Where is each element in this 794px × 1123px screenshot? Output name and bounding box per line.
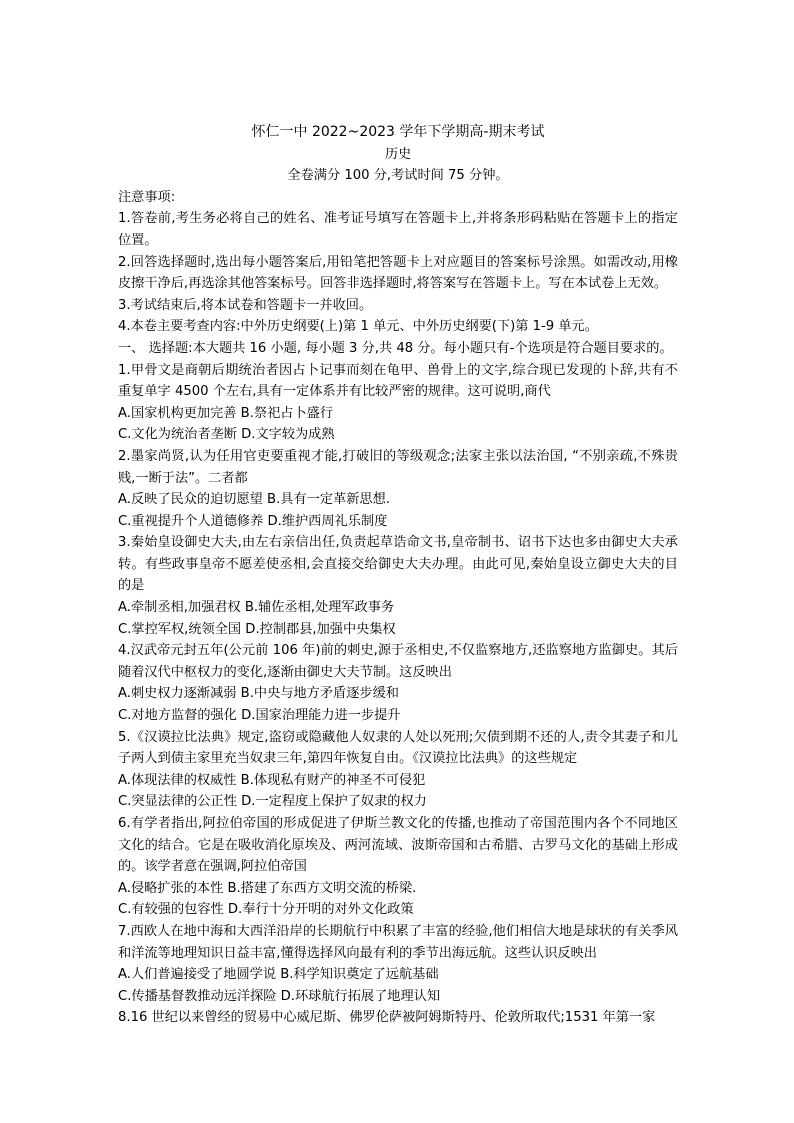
notes-item-3: 3.考试结束后,将本试卷和答题卡一并收回。 [118, 297, 373, 313]
question-stem: 1.甲骨文是商朝后期统治者因占卜记事而刻在龟甲、兽骨上的文字,综合现已发现的卜辞,共有不重复单字 4500 个左右,具有一定体系并有比较严密的规律。这可说明,商代 [118, 362, 678, 400]
question-stem: 2.墨家尚贤,认为任用官吏要重视才能,打破旧的等级观念;法家主张以法治国, “不别亲疏,不殊贵贱,一断于法”。二者都 [118, 448, 678, 486]
question-option-line: C.对地方监督的强化 D.国家治理能力进一步提升 [118, 708, 401, 724]
exam-subject: 历史 [384, 146, 412, 162]
question-option-line: C.传播基督教推动远洋探险 D.环球航行拓展了地理认知 [118, 988, 441, 1004]
question-option-line: A.刺史权力逐渐减弱 B.中央与地方矛盾逐步缓和 [118, 686, 399, 702]
question-2 [118, 446, 678, 532]
question-stem: 7.西欧人在地中海和大西洋沿岸的长期航行中积累了丰富的经验,他们相信大地是球状的有关季风和洋流等地理知识日益丰富,懂得选择风向最有利的季节出海远航。这些认识反映出 [118, 923, 678, 961]
notes-item-2: 2.回答选择题时,选出每小题答案后,用铅笔把答题卡上对应题目的答案标号涂黑。如需改动,用橡皮擦干净后,再选涂其他答案标号。回答非选择题时,将答案写在答题卡上。写在本试卷上无效。 [118, 254, 678, 292]
question-option-line: A.牵制丞相,加强君权 B.辅佐丞相,处理军政事务 [118, 600, 395, 616]
question-stem: 3.秦始皇设御史大夫,由左右亲信出任,负责起草诰命文书,皇帝制书、诏书下达也多由御史大夫承转。有些政事皇帝不愿差使丞相,会直接交给御史大夫办理。由此可见,秦始皇设立御史大夫的目的是 [118, 535, 678, 594]
question-6 [118, 813, 678, 921]
question-1 [118, 360, 678, 446]
notes-item-4: 4.本卷主要考查内容:中外历史纲要(上)第 1 单元、中外历史纲要(下)第 1-9 单元。 [118, 319, 598, 335]
question-8 [118, 1007, 678, 1029]
question-option-line: A.体现法律的权威性 B.体现私有财产的神圣不可侵犯 [118, 772, 426, 788]
question-option-line: C.掌控军权,统领全国 D.控制郡县,加强中央集权 [118, 621, 396, 637]
question-option-line: A.反映了民众的迫切愿望 B.具有一定革新思想. [118, 492, 390, 508]
question-stem: 8.16 世纪以来曾经的贸易中心威尼斯、佛罗伦萨被阿姆斯特丹、伦敦所取代;1531 年第一家 [118, 1010, 656, 1026]
exam-page [118, 122, 678, 1029]
notes-heading: 注意事项: [118, 189, 176, 205]
question-4 [118, 640, 678, 726]
question-5 [118, 727, 678, 813]
question-option-line: C.突显法律的公正性 D.一定程度上保护了奴隶的权力 [118, 794, 427, 810]
notes-item-1: 1.答卷前,考生务必将自己的姓名、准考证号填写在答题卡上,并将条形码粘贴在答题卡上的指定位置。 [118, 211, 678, 248]
question-3 [118, 532, 678, 640]
question-option-line: A.侵略扩张的本性 B.搭建了东西方文明交流的桥梁. [118, 880, 417, 896]
question-stem: 4.汉武帝元封五年(公元前 106 年)前的刺史,源于丞相史,不仅监察地方,还监察地方监御史。其后随着汉代中枢权力的变化,逐渐由御史大夫节制。这反映出 [118, 643, 678, 680]
question-option-line: C.重视提升个人道德修养 D.维护西周礼乐制度 [118, 513, 388, 529]
exam-score-line: 全卷满分 100 分,考试时间 75 分钟。 [287, 168, 509, 184]
question-option-line: A.人们普遍接受了地圆学说 B.科学知识奠定了远航基础 [118, 967, 439, 983]
exam-title: 怀仁一中 2022~2023 学年下学期高-期末考试 [251, 124, 545, 140]
question-7 [118, 921, 678, 1007]
question-option-line: C.文化为统治者垄断 D.文字较为成熟 [118, 427, 335, 443]
question-option-line: C.有较强的包容性 D.奉行十分开明的对外文化政策 [118, 902, 414, 918]
question-stem: 6.有学者指出,阿拉伯帝国的形成促进了伊斯兰教文化的传播,也推动了帝国范围内各个不同地区文化的结合。它是在吸收消化原埃及、两河流域、波斯帝国和古希腊、古罗马文化的基础上形成的。该学者意在强调,阿拉伯帝国 [118, 816, 678, 875]
question-option-line: A.国家机构更加完善 B.祭祀占卜盛行 [118, 405, 334, 421]
section-heading: 一、 选择题:本大题共 16 小题, 每小题 3 分,共 48 分。每小题只有-个选项是符合题目要求的。 [118, 340, 673, 356]
question-stem: 5.《汉谟拉比法典》规定,盗窃或隐藏他人奴隶的人处以死刑;欠债到期不还的人,责令其妻子和儿子两人到债主家里充当奴隶三年,第四年恢复自由。《汉谟拉比法典》的这些规定 [118, 729, 678, 767]
